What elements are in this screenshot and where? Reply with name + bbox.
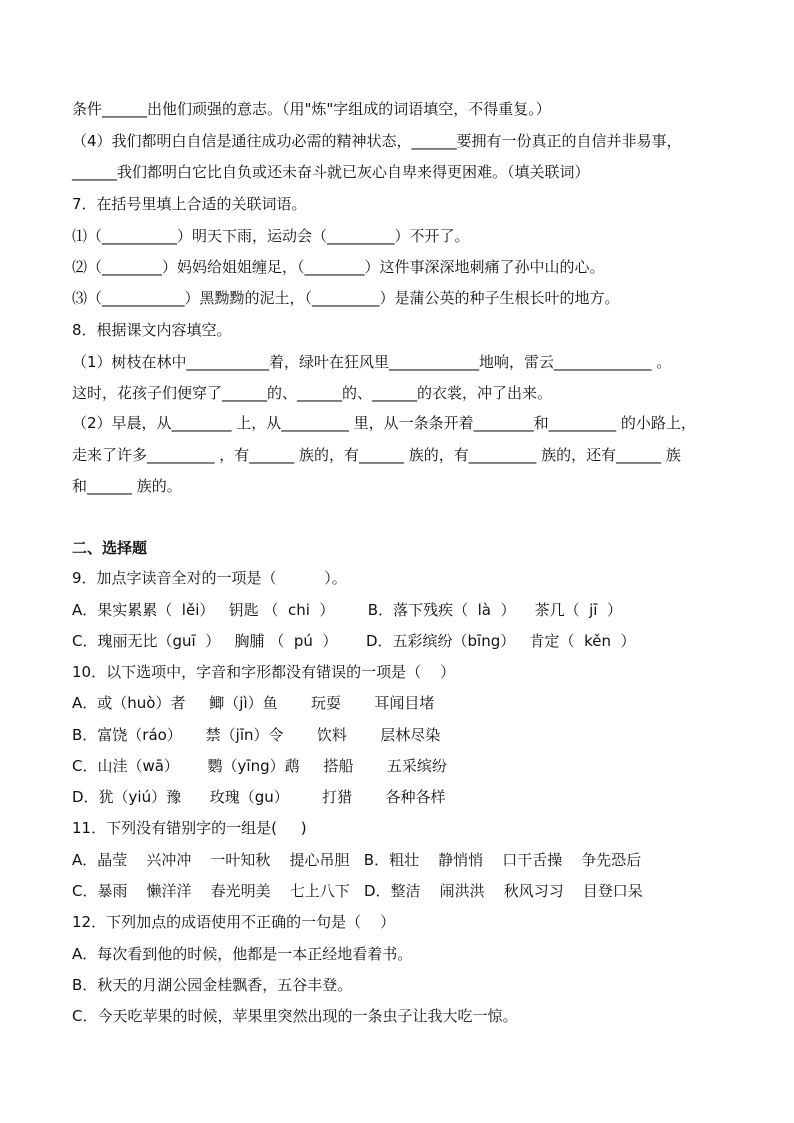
option-line: A．每次看到他的时候，他都是一本正经地看着书。 [72, 945, 413, 963]
section-heading: 二、选择题 [72, 539, 148, 557]
option-line: C．今天吃苹果的时候，苹果里突然出现的一条虫子让我大吃一惊。 [72, 1007, 518, 1025]
option-line: B．富饶（ráo） 禁（jīn）令 饮料 层林尽染 [72, 726, 441, 744]
option-line: A．晶莹 兴冲冲 一叶知秋 提心吊胆 B．粗壮 静悄悄 口干舌操 争先恐后 [72, 851, 642, 869]
text-line: （2）早晨，从________ 上，从_________ 里，从一条条开着________和_________ 的小路上， [72, 414, 696, 432]
question-10-title: 10．以下选项中，字音和字形都没有错误的一项是（ ） [72, 663, 456, 681]
text-line: 条件______出他们顽强的意志。（用"炼"字组成的词语填空，不得重复。） [72, 100, 551, 118]
option-line: B．秋天的月湖公园金桂飘香，五谷丰登。 [72, 976, 353, 994]
question-8-title: 8．根据课文内容填空。 [72, 321, 232, 339]
text-line: 走来了许多_________ ，有______ 族的，有______ 族的，有_________ 族的，还有______ 族 [72, 446, 681, 464]
text-line: 和______ 族的。 [72, 477, 182, 495]
option-line: D．犹（yiú）豫 玫瑰（gu） 打猎 各种各样 [72, 788, 446, 806]
text-line: ⑵（________）妈妈给姐姐缠足，（________）这件事深深地刺痛了孙中山的心。 [72, 258, 605, 276]
text-line: 这时，花孩子们便穿了______的、______的、______的衣裳，冲了出来。 [72, 384, 553, 402]
text-line: （4）我们都明白自信是通往成功必需的精神状态，______要拥有一份真正的自信并非易事， [72, 132, 682, 150]
option-line: A．或（huò）者 鲫（jì）鱼 玩耍 耳闻目堵 [72, 694, 435, 712]
text-line: ______我们都明白它比自负或还未奋斗就已灰心自卑来得更困难。（填关联词） [72, 163, 590, 181]
option-line: C．暴雨 懒洋洋 春光明美 七上八下 D．整洁 闹洪洪 秋风习习 目登口呆 [72, 882, 643, 900]
text-line: ⑶（___________）黑黝黝的泥土，（_________）是蒲公英的种子生根长叶的地方。 [72, 289, 620, 307]
option-line: C．山洼（wā） 鹦（yīng）鹉 搭船 五采缤纷 [72, 757, 447, 775]
option-line: A．果实累累（ lěi） 钥匙 （ chi ） B．落下残疾（ là ） 茶几（ jī ） [72, 601, 623, 619]
question-11-title: 11．下列没有错别字的一组是( ) [72, 819, 307, 837]
text-line: （1）树枝在林中___________着，绿叶在狂风里____________地响，雷云_____________ 。 [72, 353, 672, 371]
text-line: ⑴（__________）明天下雨，运动会（_________）不开了。 [72, 227, 470, 245]
question-7-title: 7．在括号里填上合适的关联词语。 [72, 195, 307, 213]
question-12-title: 12．下列加点的成语使用不正确的一句是（ ） [72, 913, 396, 931]
option-line: C．瑰丽无比（guī ） 胸脯 （ pú ） D．五彩缤纷（bīng） 肯定（ kěn ） [72, 632, 636, 650]
question-9-title: 9．加点字读音全对的一项是（ ）。 [72, 569, 347, 587]
